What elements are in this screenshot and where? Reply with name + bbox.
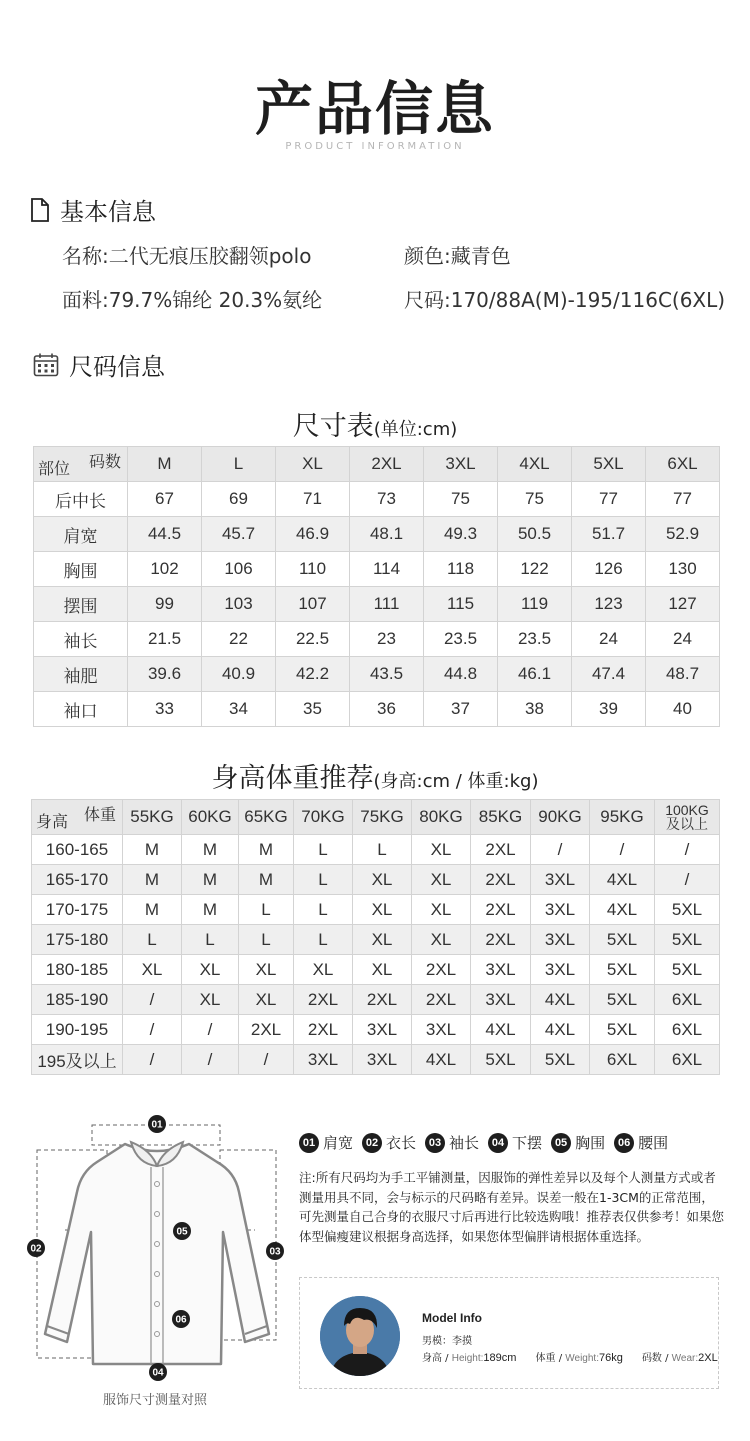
size-cell: 37 <box>424 692 498 727</box>
recommend-cell: M <box>182 895 239 925</box>
legend-label: 肩宽 <box>323 1134 354 1152</box>
legend-item <box>488 1132 542 1153</box>
model-wear-label: 码数 / <box>641 1353 672 1364</box>
weight-column-header: 95KG <box>590 800 655 835</box>
size-cell: 102 <box>128 552 202 587</box>
recommend-cell: / <box>182 1045 239 1075</box>
size-table-header-row <box>34 447 720 482</box>
size-cell: 119 <box>498 587 572 622</box>
calendar-icon <box>33 353 59 377</box>
weight-column-header: 60KG <box>182 800 239 835</box>
size-table-corner-bottom: 部位 <box>38 459 71 478</box>
size-cell: 126 <box>572 552 646 587</box>
size-cell: 118 <box>424 552 498 587</box>
recommend-cell: M <box>123 895 182 925</box>
recommend-cell: 4XL <box>412 1045 471 1075</box>
recommend-cell: M <box>123 865 182 895</box>
height-row-label: 175-180 <box>32 925 123 955</box>
legend-label: 胸围 <box>575 1134 606 1152</box>
size-cell: 33 <box>128 692 202 727</box>
recommend-cell: 5XL <box>655 895 720 925</box>
recommend-cell: L <box>353 835 412 865</box>
size-cell: 115 <box>424 587 498 622</box>
recommend-cell: 4XL <box>531 985 590 1015</box>
weight-column-header-line1: 100KG <box>665 802 709 818</box>
recommend-cell: 2XL <box>353 985 412 1015</box>
size-cell: 24 <box>646 622 720 657</box>
table-row <box>34 587 720 622</box>
table-row <box>32 985 720 1015</box>
legend-number-badge: 06 <box>614 1133 634 1153</box>
size-cell: 110 <box>276 552 350 587</box>
size-cell: 69 <box>202 482 276 517</box>
model-height-value: 189cm <box>483 1352 517 1364</box>
marker-02 <box>27 1239 45 1257</box>
legend-label: 腰围 <box>638 1134 669 1152</box>
legend-item <box>551 1132 605 1153</box>
size-cell: 130 <box>646 552 720 587</box>
recommend-cell: XL <box>412 835 471 865</box>
legend-item <box>299 1132 353 1153</box>
recommend-cell: 3XL <box>471 985 531 1015</box>
model-wear-value: 2XL <box>698 1352 718 1364</box>
recommend-cell: XL <box>182 955 239 985</box>
model-weight-value: 76kg <box>599 1352 623 1364</box>
recommend-cell: 2XL <box>294 985 353 1015</box>
size-column-header: XL <box>276 447 350 482</box>
size-cell: 47.4 <box>572 657 646 692</box>
size-cell: 46.1 <box>498 657 572 692</box>
page-title: 产品信息 <box>254 75 495 143</box>
size-cell: 23.5 <box>498 622 572 657</box>
legend-item <box>362 1132 416 1153</box>
recommend-cell: 2XL <box>471 895 531 925</box>
size-cell: 45.7 <box>202 517 276 552</box>
garment-diagram <box>25 1112 295 1412</box>
size-cell: 114 <box>350 552 424 587</box>
model-name: 男模：李摸 <box>422 1336 472 1347</box>
recommend-cell: 4XL <box>590 895 655 925</box>
recommend-table <box>31 799 720 1075</box>
size-column-header: 2XL <box>350 447 424 482</box>
recommend-cell: 2XL <box>471 925 531 955</box>
recommend-cell: L <box>294 925 353 955</box>
size-info-heading <box>33 347 165 382</box>
recommend-cell: XL <box>412 895 471 925</box>
recommend-cell: L <box>239 925 294 955</box>
recommend-cell: XL <box>353 925 412 955</box>
recommend-cell: / <box>123 1015 182 1045</box>
model-portrait-image <box>320 1296 400 1376</box>
measurement-legend <box>299 1132 668 1153</box>
recommend-cell: 2XL <box>471 835 531 865</box>
legend-item <box>614 1132 668 1153</box>
recommend-cell: 4XL <box>471 1015 531 1045</box>
size-cell: 48.7 <box>646 657 720 692</box>
recommend-cell: 3XL <box>294 1045 353 1075</box>
size-row-label: 肩宽 <box>34 517 128 552</box>
recommend-cell: 5XL <box>590 925 655 955</box>
weight-column-header: 70KG <box>294 800 353 835</box>
recommend-cell: XL <box>294 955 353 985</box>
height-row-label: 170-175 <box>32 895 123 925</box>
legend-number-badge: 05 <box>551 1133 571 1153</box>
size-cell: 42.2 <box>276 657 350 692</box>
recommend-cell: XL <box>412 865 471 895</box>
recommend-cell: 2XL <box>239 1015 294 1045</box>
diagram-caption: 服饰尺寸测量对照 <box>102 1393 207 1408</box>
size-column-header: 5XL <box>572 447 646 482</box>
weight-column-header: 85KG <box>471 800 531 835</box>
size-cell: 24 <box>572 622 646 657</box>
size-cell: 43.5 <box>350 657 424 692</box>
table-row <box>32 1045 720 1075</box>
size-column-header: L <box>202 447 276 482</box>
recommend-cell: 3XL <box>531 865 590 895</box>
svg-text:05: 05 <box>176 1226 188 1238</box>
recommend-table-corner <box>32 800 123 835</box>
weight-column-header: 55KG <box>123 800 182 835</box>
height-row-label: 195及以上 <box>32 1045 123 1075</box>
svg-text:01: 01 <box>151 1119 163 1131</box>
table-row <box>32 895 720 925</box>
model-height-label: 身高 / <box>422 1353 452 1364</box>
table-row <box>32 925 720 955</box>
page-subtitle: PRODUCT INFORMATION <box>285 141 465 152</box>
recommend-table-title-text: 身高体重推荐 <box>211 763 374 794</box>
weight-column-header-line2: 及以上 <box>666 816 708 832</box>
weight-column-header: 90KG <box>531 800 590 835</box>
weight-column-header-last <box>655 800 720 835</box>
recommend-table-header-row <box>32 800 720 835</box>
table-row <box>34 622 720 657</box>
svg-text:06: 06 <box>175 1314 187 1326</box>
size-cell: 22 <box>202 622 276 657</box>
size-cell: 34 <box>202 692 276 727</box>
document-icon <box>30 198 50 222</box>
recommend-cell: 5XL <box>655 955 720 985</box>
size-column-header: 3XL <box>424 447 498 482</box>
size-row-label: 胸围 <box>34 552 128 587</box>
recommend-cell: XL <box>412 925 471 955</box>
recommend-cell: 5XL <box>471 1045 531 1075</box>
height-row-label: 165-170 <box>32 865 123 895</box>
size-row-label: 袖肥 <box>34 657 128 692</box>
model-info-card <box>299 1277 719 1389</box>
shirt-outline-illustration <box>25 1112 295 1412</box>
recommend-cell: L <box>294 895 353 925</box>
table-row <box>32 1015 720 1045</box>
recommend-table-corner-top: 体重 <box>83 805 116 824</box>
recommend-cell: / <box>590 835 655 865</box>
height-row-label: 180-185 <box>32 955 123 985</box>
recommend-cell: XL <box>353 895 412 925</box>
size-table-title <box>0 404 750 443</box>
size-column-header: M <box>128 447 202 482</box>
recommend-cell: 3XL <box>353 1015 412 1045</box>
size-column-header: 4XL <box>498 447 572 482</box>
marker-03 <box>266 1242 284 1260</box>
recommend-cell: 3XL <box>531 955 590 985</box>
legend-number-badge: 02 <box>362 1133 382 1153</box>
size-cell: 77 <box>646 482 720 517</box>
recommend-cell: 4XL <box>590 865 655 895</box>
recommend-cell: M <box>182 835 239 865</box>
size-row-label: 袖口 <box>34 692 128 727</box>
recommend-table-corner-bottom: 身高 <box>36 812 69 831</box>
recommend-cell: 2XL <box>412 985 471 1015</box>
model-wear-en: Wear: <box>671 1353 699 1364</box>
recommend-cell: 3XL <box>531 895 590 925</box>
recommend-cell: L <box>182 925 239 955</box>
recommend-cell: / <box>655 835 720 865</box>
table-row <box>32 865 720 895</box>
size-table-corner-top: 码数 <box>88 452 121 471</box>
recommend-cell: / <box>123 985 182 1015</box>
size-info-heading-label: 尺码信息 <box>69 353 165 381</box>
size-cell: 40.9 <box>202 657 276 692</box>
recommend-cell: 6XL <box>590 1045 655 1075</box>
size-row-label: 摆围 <box>34 587 128 622</box>
size-cell: 51.7 <box>572 517 646 552</box>
table-row <box>34 692 720 727</box>
size-cell: 36 <box>350 692 424 727</box>
weight-column-header: 75KG <box>353 800 412 835</box>
size-cell: 73 <box>350 482 424 517</box>
recommend-cell: L <box>239 895 294 925</box>
basic-info-heading-label: 基本信息 <box>60 198 156 226</box>
recommend-cell: 2XL <box>471 865 531 895</box>
size-cell: 111 <box>350 587 424 622</box>
size-cell: 52.9 <box>646 517 720 552</box>
size-cell: 39.6 <box>128 657 202 692</box>
height-row-label: 185-190 <box>32 985 123 1015</box>
model-weight-en: Weight: <box>565 1353 599 1364</box>
weight-column-header: 80KG <box>412 800 471 835</box>
marker-06 <box>172 1310 190 1328</box>
svg-text:02: 02 <box>30 1243 42 1255</box>
product-fabric: 面料:79.7%锦纶 20.3%氨纶 <box>62 288 323 312</box>
recommend-cell: 3XL <box>412 1015 471 1045</box>
recommend-cell: L <box>123 925 182 955</box>
recommend-cell: 3XL <box>471 955 531 985</box>
table-row <box>32 835 720 865</box>
legend-label: 下摆 <box>512 1134 543 1152</box>
model-height-en: Height: <box>451 1353 484 1364</box>
recommend-cell: / <box>182 1015 239 1045</box>
size-cell: 67 <box>128 482 202 517</box>
recommend-cell: 5XL <box>590 1015 655 1045</box>
recommend-cell: XL <box>239 985 294 1015</box>
recommend-cell: 5XL <box>590 985 655 1015</box>
size-cell: 39 <box>572 692 646 727</box>
size-table <box>33 446 720 727</box>
recommend-cell: 6XL <box>655 1015 720 1045</box>
marker-04 <box>149 1363 167 1381</box>
size-cell: 77 <box>572 482 646 517</box>
recommend-cell: 2XL <box>294 1015 353 1045</box>
recommend-cell: XL <box>182 985 239 1015</box>
basic-info-heading <box>30 192 156 227</box>
size-cell: 106 <box>202 552 276 587</box>
recommend-cell: / <box>531 835 590 865</box>
size-column-header: 6XL <box>646 447 720 482</box>
size-cell: 21.5 <box>128 622 202 657</box>
recommend-cell: 6XL <box>655 985 720 1015</box>
model-weight-label: 体重 / <box>535 1353 566 1364</box>
legend-number-badge: 04 <box>488 1133 508 1153</box>
size-cell: 49.3 <box>424 517 498 552</box>
product-color: 颜色:藏青色 <box>404 244 511 268</box>
recommend-cell: 5XL <box>590 955 655 985</box>
model-info-title: Model Info <box>422 1311 482 1325</box>
size-cell: 35 <box>276 692 350 727</box>
table-row <box>32 955 720 985</box>
legend-label: 袖长 <box>449 1134 480 1152</box>
recommend-cell: / <box>123 1045 182 1075</box>
size-table-title-text: 尺寸表 <box>292 411 374 442</box>
recommend-cell: 3XL <box>531 925 590 955</box>
marker-01 <box>148 1115 166 1133</box>
product-size-range: 尺码:170/88A(M)-195/116C(6XL) <box>404 288 726 312</box>
size-table-unit: (单位:cm) <box>373 419 458 440</box>
size-cell: 48.1 <box>350 517 424 552</box>
recommend-table-unit: (身高:cm / 体重:kg) <box>373 771 539 792</box>
recommend-cell: 4XL <box>531 1015 590 1045</box>
marker-05 <box>173 1222 191 1240</box>
size-cell: 99 <box>128 587 202 622</box>
recommend-cell: XL <box>353 955 412 985</box>
table-row <box>34 482 720 517</box>
size-cell: 107 <box>276 587 350 622</box>
weight-column-header: 65KG <box>239 800 294 835</box>
recommend-cell: / <box>239 1045 294 1075</box>
legend-item <box>425 1132 479 1153</box>
legend-label: 衣长 <box>386 1134 417 1152</box>
recommend-cell: 3XL <box>353 1045 412 1075</box>
recommend-cell: 5XL <box>531 1045 590 1075</box>
recommend-cell: M <box>239 835 294 865</box>
table-row <box>34 657 720 692</box>
size-cell: 75 <box>498 482 572 517</box>
recommend-cell: L <box>294 865 353 895</box>
measurement-note: 注:所有尺码均为手工平铺测量，因服饰的弹性差异以及每个人测量方式或者测量用具不同，会与标示的尺码略有差异。误差一般在1-3CM的正常范围，可先测量自己合身的衣服尺寸后再进行比较选购哦！推荐表仅供参考！如果您体型偏瘦建议根据身高选择，如果您体型偏胖请根据体重选择。 <box>299 1170 725 1244</box>
table-row <box>34 517 720 552</box>
size-table-corner <box>34 447 128 482</box>
recommend-table-title <box>0 756 750 795</box>
size-cell: 23.5 <box>424 622 498 657</box>
svg-text:03: 03 <box>269 1246 281 1258</box>
size-cell: 46.9 <box>276 517 350 552</box>
size-cell: 23 <box>350 622 424 657</box>
recommend-cell: 5XL <box>655 925 720 955</box>
recommend-cell: 2XL <box>412 955 471 985</box>
recommend-cell: L <box>294 835 353 865</box>
legend-number-badge: 01 <box>299 1133 319 1153</box>
recommend-cell: 6XL <box>655 1045 720 1075</box>
size-cell: 44.8 <box>424 657 498 692</box>
size-cell: 71 <box>276 482 350 517</box>
legend-number-badge: 03 <box>425 1133 445 1153</box>
size-cell: 75 <box>424 482 498 517</box>
recommend-cell: XL <box>239 955 294 985</box>
size-cell: 22.5 <box>276 622 350 657</box>
size-cell: 44.5 <box>128 517 202 552</box>
recommend-cell: M <box>239 865 294 895</box>
size-row-label: 袖长 <box>34 622 128 657</box>
recommend-cell: M <box>123 835 182 865</box>
product-name: 名称:二代无痕压胶翻领polo <box>62 244 312 268</box>
size-cell: 50.5 <box>498 517 572 552</box>
size-cell: 123 <box>572 587 646 622</box>
recommend-cell: XL <box>353 865 412 895</box>
height-row-label: 190-195 <box>32 1015 123 1045</box>
recommend-cell: M <box>182 865 239 895</box>
model-avatar <box>320 1296 400 1376</box>
svg-text:04: 04 <box>152 1367 164 1379</box>
size-cell: 122 <box>498 552 572 587</box>
size-cell: 127 <box>646 587 720 622</box>
table-row <box>34 552 720 587</box>
size-cell: 40 <box>646 692 720 727</box>
height-row-label: 160-165 <box>32 835 123 865</box>
model-stats <box>422 1349 718 1364</box>
size-cell: 103 <box>202 587 276 622</box>
size-cell: 38 <box>498 692 572 727</box>
recommend-cell: / <box>655 865 720 895</box>
recommend-cell: XL <box>123 955 182 985</box>
size-row-label: 后中长 <box>34 482 128 517</box>
